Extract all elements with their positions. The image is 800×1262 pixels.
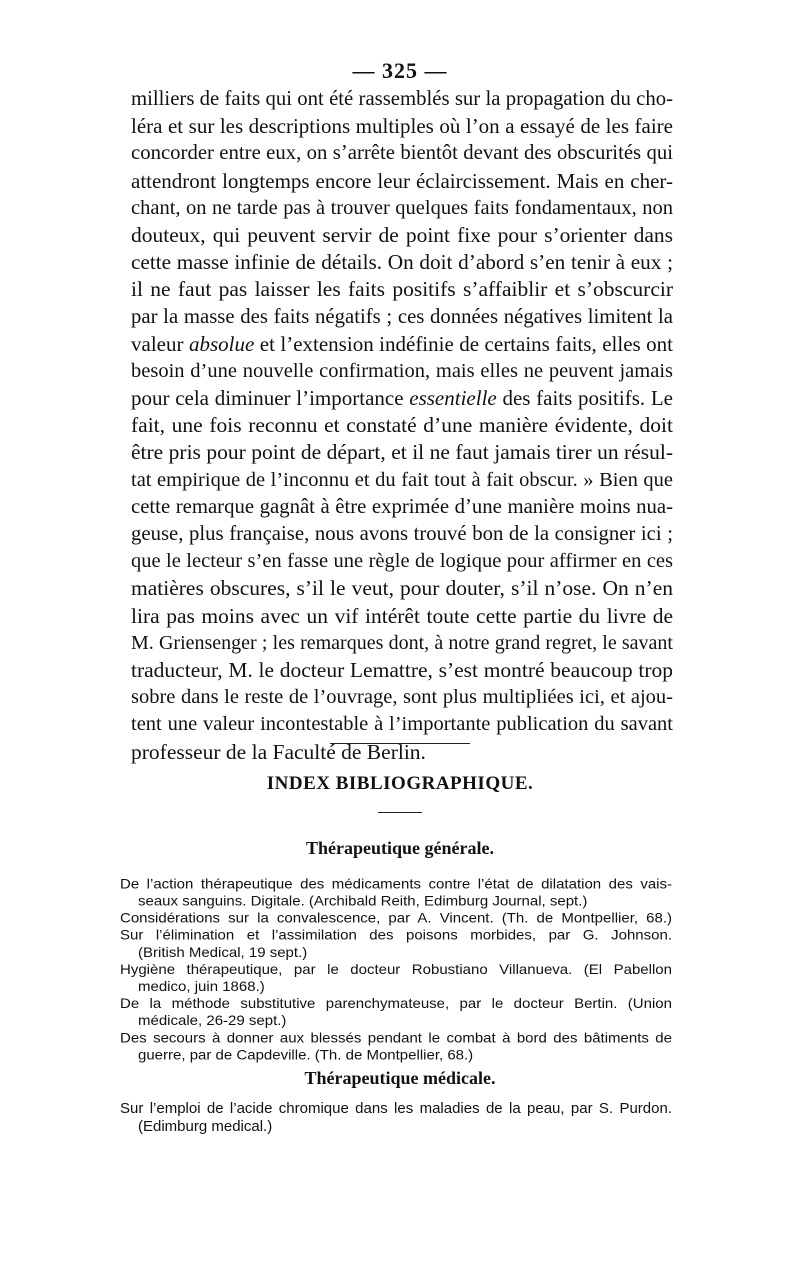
body-line: cette masse infinie de détails. On doit d’abord s’en tenir à eux ; [131, 250, 673, 275]
body-line: besoin d’une nouvelle confirmation, mais elles ne peuvent jamais [131, 359, 673, 382]
page-number: — 325 — [352, 58, 448, 83]
body-line: lira pas moins avec un vif intérêt toute cette partie du livre de [131, 603, 673, 628]
body-line: tat empirique de l’inconnu et du fait tout à fait obscur. » Bien que [131, 468, 673, 491]
reference-line: médicale, 26-29 sept.) [138, 1012, 287, 1029]
body-line: tent une valeur incontestable à l’importante publication du savant [131, 713, 673, 736]
body-line: être pris pour point de départ, et il ne faut jamais tirer un résul- [131, 440, 673, 465]
section-title: Thérapeutique médicale. [304, 1068, 496, 1088]
body-line: que le lecteur s’en fasse une règle de logique pour affirmer en ces [131, 550, 673, 573]
body-line: pour cela diminuer l’importance essentielle des faits positifs. Le [131, 386, 673, 411]
reference-line: medico, juin 1868.) [138, 978, 265, 995]
body-line: attendront longtemps encore leur éclaircissement. Mais en cher- [131, 168, 673, 193]
body-line: cette remarque gagnât à être exprimée d’une manière moins nua- [131, 495, 673, 518]
section-title: Thérapeutique générale. [306, 838, 494, 858]
body-line: douteux, qui peuvent servir de point fixe pour s’orienter dans [131, 222, 673, 247]
emphasis: essentielle [409, 386, 497, 411]
body-line: matières obscures, s’il le veut, pour douter, s’il n’ose. On n’en [131, 576, 673, 601]
body-line: fait, une fois reconnu et constaté d’une manière évidente, doit [131, 413, 673, 438]
body-line: milliers de faits qui ont été rassemblés sur la propagation du cho- [131, 88, 673, 110]
reference-line: Sur l’élimination et l’assimilation des poisons morbides, par G. Johnson. [120, 927, 672, 944]
body-line: par la masse des faits négatifs ; ces données négatives limitent la [131, 305, 673, 328]
reference-line: De l’action thérapeutique des médicaments contre l’état de dilatation des vais- [120, 876, 672, 893]
reference-line: (Edimburg medical.) [138, 1118, 273, 1135]
body-line: concorder entre eux, on s’arrête bientôt devant des obscurités qui [131, 142, 673, 165]
index-title: INDEX BIBLIOGRAPHIQUE. [266, 773, 534, 794]
body-line: traducteur, M. le docteur Lemattre, s’est montré beaucoup trop [131, 657, 673, 682]
body-line: léra et sur les descriptions multiples où l’on a essayé de les faire [131, 114, 673, 139]
separator-rule [330, 743, 470, 744]
reference-list [120, 876, 672, 1064]
reference-line: Considérations sur la convalescence, par A. Vincent. (Th. de Montpellier, 68.) [120, 910, 672, 927]
reference-line: Hygiène thérapeutique, par le docteur Robustiano Villanueva. (El Pabellon [120, 961, 672, 978]
body-line: valeur absolue et l’extension indéfinie de certains faits, elles ont [131, 331, 673, 356]
body-line: professeur de la Faculté de Berlin. [131, 739, 426, 764]
reference-line: Des secours à donner aux blessés pendant le combat à bord des bâtiments de [120, 1029, 672, 1047]
reference-list [120, 1100, 672, 1136]
body-paragraph [131, 86, 673, 766]
reference-line: De la méthode substitutive parenchymateuse, par le docteur Bertin. (Union [120, 995, 672, 1012]
emphasis: absolue [188, 331, 255, 356]
reference-line: (British Medical, 19 sept.) [138, 944, 308, 961]
reference-line: guerre, par de Capdeville. (Th. de Montpellier, 68.) [138, 1047, 474, 1064]
reference-line: seaux sanguins. Digitale. (Archibald Reith, Edimburg Journal, sept.) [138, 893, 588, 910]
separator-rule-short [378, 812, 422, 813]
reference-line: Sur l’emploi de l’acide chromique dans les maladies de la peau, par S. Purdon. [120, 1100, 672, 1117]
body-line: chant, on ne tarde pas à trouver quelques faits fondamentaux, non [131, 196, 673, 219]
body-line: il ne faut pas laisser les faits positifs s’affaiblir et s’obscurcir [131, 277, 673, 302]
body-line: sobre dans le reste de l’ouvrage, sont plus multipliées ici, et ajou- [131, 686, 673, 709]
body-line: geuse, plus française, nous avons trouvé bon de la consigner ici ; [131, 523, 673, 545]
body-line: M. Griensenger ; les remarques dont, à notre grand regret, le savant [131, 631, 673, 654]
